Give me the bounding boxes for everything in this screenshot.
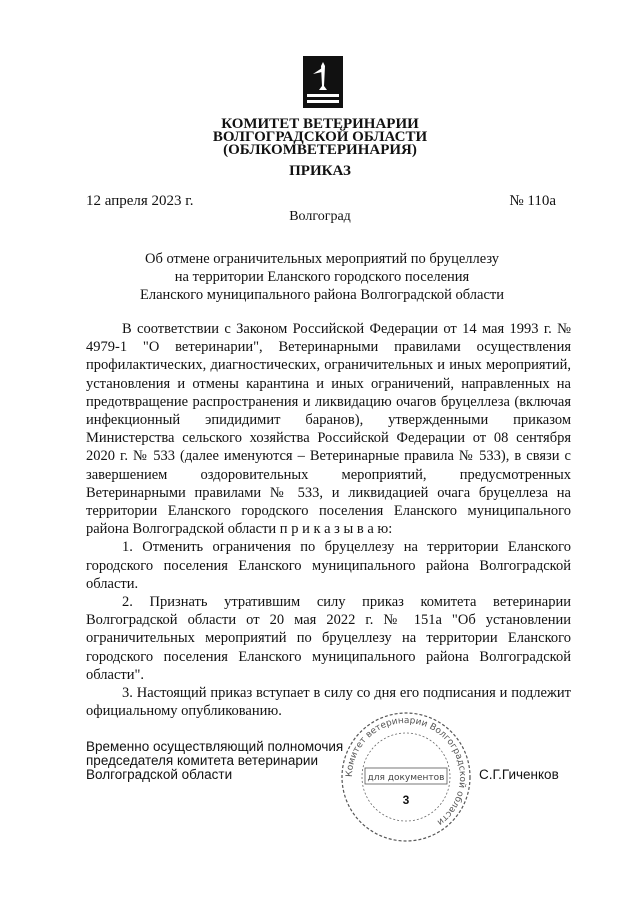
org-name-line3: (ОБЛКОМВЕТЕРИНАРИЯ) — [223, 142, 417, 158]
order-item-2: 2. Признать утратившим силу приказ комитета ветеринарии Волгоградской области от 20 мая 2022 г. № 151а "Об установлении ограничительных мероприятий по бруцеллезу на территории Еланского городского поселения Еланского муниципального района Волгоградской области". — [86, 594, 571, 683]
document-date: 12 апреля 2023 г. — [86, 193, 194, 209]
order-item-3: 3. Настоящий приказ вступает в силу со дня его подписания и подлежит официальному опубликованию. — [86, 685, 571, 720]
org-name-line2: ВОЛГОГРАДСКОЙ ОБЛАСТИ — [212, 129, 428, 145]
stamp-number: 3 — [402, 793, 410, 807]
document-type: ПРИКАЗ — [289, 163, 351, 179]
official-stamp — [337, 708, 475, 846]
document-city: Волгоград — [289, 209, 351, 224]
org-name-line1: КОМИТЕТ ВЕТЕРИНАРИИ — [221, 116, 419, 132]
document-title — [86, 250, 558, 304]
signatory-line: председателя комитета ветеринарии — [86, 753, 318, 768]
stamp-ring-text: Комитет ветеринарии Волгоградской области — [344, 715, 468, 828]
signatory-line: Волгоградской области — [86, 767, 233, 782]
signatory-line: Временно осуществляющий полномочия — [86, 739, 344, 754]
stamp-center-text: для документов — [367, 773, 445, 783]
title-line: Об отмене ограничительных мероприятий по бруцеллезу — [144, 251, 500, 267]
title-line: на территории Еланского городского поселения — [174, 269, 470, 285]
document-number: № 110а — [509, 193, 556, 209]
svg-text:Комитет ветеринарии Волгоградс — [345, 716, 467, 827]
document-body — [86, 320, 571, 720]
signatory-position — [86, 740, 343, 782]
order-item-1: 1. Отменить ограничения по бруцеллезу на территории Еланского городского поселения Еланского муниципального района Волгоградской области. — [86, 539, 571, 592]
signatory-name: С.Г.Гиченков — [479, 767, 559, 782]
title-line: Еланского муниципального района Волгоградской области — [139, 287, 505, 303]
preamble-paragraph: В соответствии с Законом Российской Федерации от 14 мая 1993 г. № 4979-1 "О ветеринарии", Ветеринарными правилами осуществления профилактических, диагностических, ограничительных и иных мероприятий, установления и отмены карантина и иных ограничений, направленных на предотвращение распространения и ликвидацию очагов бруцеллеза (включая инфекционный эпидидимит баранов), утвержденными приказом Министерства сельского хозяйства Российской Федерации от 08 сентября 2020 г. № 533 (далее именуются – Ветеринарные правила № 533), в связи с завершением оздоровительных мероприятий, предусмотренных Ветеринарными правилами № 533, и ликвидацией очага бруцеллеза на территории Еланского городского поселения Еланского муниципального района Волгоградской области п р и к а з ы в а ю: — [86, 321, 571, 538]
coat-of-arms-emblem — [303, 56, 343, 108]
